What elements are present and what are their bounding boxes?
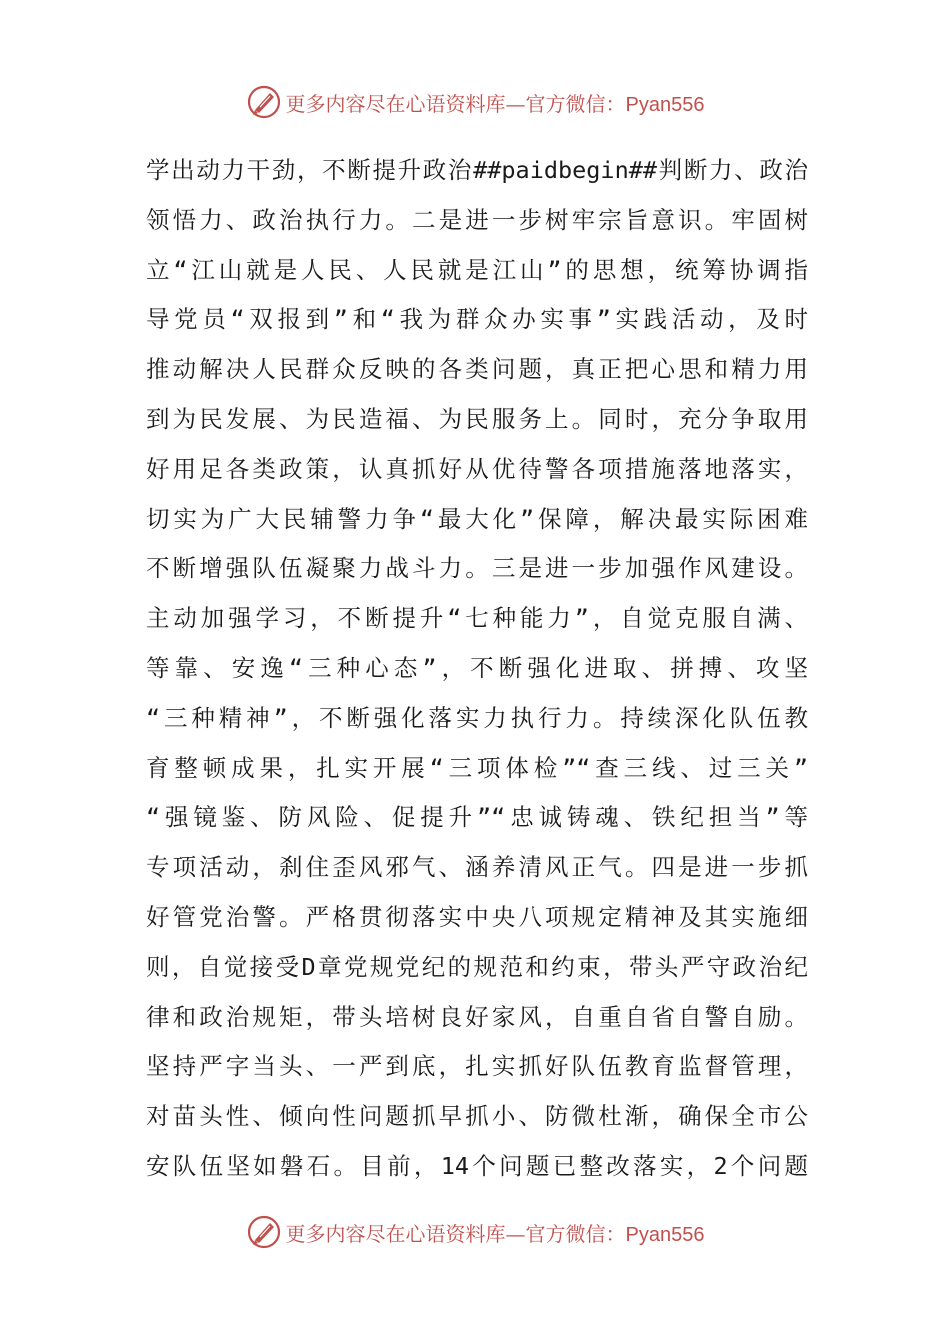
banner-library-text: 更多内容尽在心语资料库 <box>285 91 506 116</box>
text-line: 学出动力干劲，不断提升政治##paidbegin##判断力、政治 <box>146 156 808 184</box>
banner-text <box>286 88 705 117</box>
pen-logo-icon <box>246 84 282 120</box>
footer-banner <box>0 1210 950 1254</box>
banner-library-text: 更多内容尽在心语资料库 <box>285 1221 506 1246</box>
banner-wechat-handle: Pyan556 <box>625 1223 705 1246</box>
text-line: 对苗头性、倾向性问题抓早抓小、防微杜渐，确保全市公 <box>146 1102 808 1131</box>
text-line: 主动加强学习，不断提升“七种能力”，自觉克服自满、 <box>146 604 808 633</box>
text-line: 律和政治规矩，带头培树良好家风，自重自省自警自励。 <box>146 1002 808 1031</box>
text-line: 好用足各类政策，认真抓好从优待警各项措施落地落实， <box>146 454 808 483</box>
text-line: “三种精神”，不断强化落实力执行力。持续深化队伍教 <box>146 703 808 732</box>
banner-wechat-handle: Pyan556 <box>625 93 705 116</box>
banner-separator: — <box>505 1221 526 1246</box>
text-line: 到为民发展、为民造福、为民服务上。同时，充分争取用 <box>146 404 808 433</box>
text-line: 好管党治警。严格贯彻落实中央八项规定精神及其实施细 <box>146 902 808 931</box>
text-line: 安队伍坚如磐石。目前，14个问题已整改落实，2个问题 <box>146 1151 808 1180</box>
banner-text <box>286 1218 705 1247</box>
text-line: “强镜鉴、防风险、促提升”“忠诚铸魂、铁纪担当”等 <box>146 803 808 832</box>
text-line: 等靠、安逸“三种心态”，不断强化进取、拼搏、攻坚 <box>146 653 808 682</box>
text-line: 育整顿成果，扎实开展“三项体检”“查三线、过三关” <box>146 753 808 782</box>
text-line: 不断增强队伍凝聚力战斗力。三是进一步加强作风建设。 <box>146 554 808 583</box>
text-line: 切实为广大民辅警力争“最大化”保障，解决最实际困难 <box>146 504 808 533</box>
banner-wechat-label: 官方微信： <box>525 1221 626 1246</box>
text-line: 则，自觉接受D章党规党纪的规范和约束，带头严守政治纪 <box>146 952 808 981</box>
header-banner <box>0 80 950 124</box>
text-line: 坚持严字当头、一严到底，扎实抓好队伍教育监督管理， <box>146 1052 808 1081</box>
document-body <box>146 146 808 1192</box>
text-line: 导党员“双报到”和“我为群众办实事”实践活动，及时 <box>146 305 808 334</box>
text-line: 领悟力、政治执行力。二是进一步树牢宗旨意识。牢固树 <box>146 205 808 234</box>
banner-wechat-label: 官方微信： <box>525 91 626 116</box>
text-line: 专项活动，刹住歪风邪气、涵养清风正气。四是进一步抓 <box>146 853 808 882</box>
text-line: 立“江山就是人民、人民就是江山”的思想，统筹协调指 <box>146 255 808 284</box>
pen-logo-icon <box>246 1214 282 1250</box>
banner-separator: — <box>505 91 526 116</box>
text-line: 推动解决人民群众反映的各类问题，真正把心思和精力用 <box>146 355 808 384</box>
